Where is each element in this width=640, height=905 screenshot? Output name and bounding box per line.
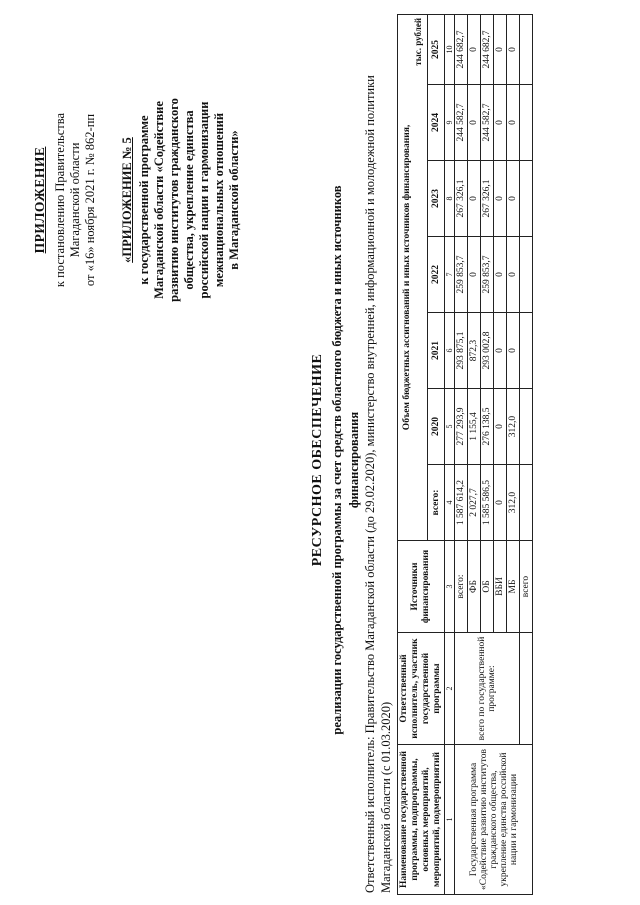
value-cell: 0 xyxy=(494,465,507,541)
value-cell: 0 xyxy=(494,237,507,313)
appendix-line: к постановлению Правительства xyxy=(53,112,67,288)
resource-table xyxy=(397,14,533,895)
empty-cell xyxy=(520,161,533,237)
value-cell: 0 xyxy=(468,237,481,313)
value-cell: 0 xyxy=(494,313,507,389)
appendix5-line: в Магаданской области» xyxy=(227,130,241,270)
value-cell: 312,0 xyxy=(507,389,520,465)
appendix5-line: к государственной программе xyxy=(137,115,151,285)
col-number: 9 xyxy=(445,85,455,161)
header-year: 2025 xyxy=(428,14,445,84)
appendix-line: от «16» ноября 2021 г. № 862-пп xyxy=(83,113,97,287)
col-number: 1 xyxy=(445,745,455,895)
value-cell: 312,0 xyxy=(507,465,520,541)
header-name: Наименование государственной программы, подпрограммы, основных мероприятий, мероприятий, подмероприятий xyxy=(398,745,445,895)
program-name: Государственная программа «Содействие развитию институтов гражданского общества, укрепление единства российской нации и гармонизации xyxy=(455,745,533,895)
value-cell: 259 853,7 xyxy=(481,237,494,313)
value-cell: 0 xyxy=(507,237,520,313)
responsible-executor: Ответственный исполнитель: Правительство Магаданской области (до 29.02.2020), министерство внутренней, информационной и молодежной политики Магаданской области (с 01.03.2020) xyxy=(363,75,393,893)
value-cell: 244 682,7 xyxy=(455,14,468,84)
value-cell: 244 582,7 xyxy=(455,85,468,161)
col-number: 6 xyxy=(445,313,455,389)
header-total: всего: xyxy=(428,465,445,541)
header-year: 2021 xyxy=(428,313,445,389)
value-cell: 244 582,7 xyxy=(481,85,494,161)
column-numbers-row xyxy=(445,14,455,894)
value-cell: 1 585 586,5 xyxy=(481,465,494,541)
value-cell: 872,3 xyxy=(468,313,481,389)
value-cell: 0 xyxy=(494,14,507,84)
appendix-block xyxy=(32,35,98,365)
source-cell: всего xyxy=(520,541,533,633)
header-executor: Ответственный исполнитель, участник государственной программы xyxy=(398,633,445,745)
source-cell: ФБ xyxy=(468,541,481,633)
appendix-line: Магаданской области xyxy=(68,142,82,258)
title-main: РЕСУРСНОЕ ОБЕСПЕЧЕНИЕ xyxy=(310,353,325,567)
source-cell: ОБ xyxy=(481,541,494,633)
col-number: 2 xyxy=(445,633,455,745)
col-number: 5 xyxy=(445,389,455,465)
header-year: 2024 xyxy=(428,85,445,161)
header-unit: тыс. рублей xyxy=(412,17,423,66)
value-cell: 267 326,1 xyxy=(455,161,468,237)
empty-cell xyxy=(520,633,533,745)
empty-cell xyxy=(520,389,533,465)
appendix5-line: Магаданской области «Содействие xyxy=(152,101,166,299)
empty-cell xyxy=(520,465,533,541)
header-volume-label: Объем бюджетных ассигнований и иных источников финансирования, xyxy=(401,124,412,431)
source-cell: всего: xyxy=(455,541,468,633)
value-cell: 1 587 614,2 xyxy=(455,465,468,541)
col-number: 4 xyxy=(445,465,455,541)
appendix5-line: развитию институтов гражданского xyxy=(167,98,181,302)
appendix5-block xyxy=(120,35,242,365)
appendix-heading: ПРИЛОЖЕНИЕ xyxy=(32,146,47,254)
table-row xyxy=(455,14,468,894)
appendix5-line: межнациональных отношений xyxy=(212,112,226,288)
source-cell: ВБИ xyxy=(494,541,507,633)
col-number: 3 xyxy=(445,541,455,633)
value-cell: 0 xyxy=(494,389,507,465)
value-cell: 0 xyxy=(468,161,481,237)
value-cell: 0 xyxy=(468,85,481,161)
value-cell: 1 155,4 xyxy=(468,389,481,465)
value-cell: 0 xyxy=(494,161,507,237)
value-cell: 0 xyxy=(507,313,520,389)
appendix5-line: общества, укрепление единства xyxy=(182,110,196,290)
value-cell: 0 xyxy=(507,14,520,84)
empty-cell xyxy=(520,14,533,84)
value-cell: 0 xyxy=(468,14,481,84)
program-executor: всего по государственной программе: xyxy=(455,633,520,745)
empty-cell xyxy=(520,237,533,313)
source-cell: МБ xyxy=(507,541,520,633)
header-year: 2023 xyxy=(428,161,445,237)
col-number: 8 xyxy=(445,161,455,237)
header-source: Источники финансирования xyxy=(398,541,445,633)
document-title xyxy=(310,35,362,885)
value-cell: 2 027,7 xyxy=(468,465,481,541)
empty-cell xyxy=(520,313,533,389)
value-cell: 293 002,8 xyxy=(481,313,494,389)
value-cell: 259 853,7 xyxy=(455,237,468,313)
empty-cell xyxy=(520,85,533,161)
col-number: 10 xyxy=(445,14,455,84)
header-year: 2020 xyxy=(428,389,445,465)
title-sub: реализации государственной программы за счет средств областного бюджета и иных источников xyxy=(330,185,344,735)
appendix5-heading: «ПРИЛОЖЕНИЕ № 5 xyxy=(120,137,134,263)
value-cell: 0 xyxy=(507,161,520,237)
value-cell: 277 293,9 xyxy=(455,389,468,465)
header-year: 2022 xyxy=(428,237,445,313)
appendix5-line: российской нации и гармонизации xyxy=(197,101,211,299)
value-cell: 293 875,1 xyxy=(455,313,468,389)
header-volume-group xyxy=(398,14,428,540)
value-cell: 244 682,7 xyxy=(481,14,494,84)
value-cell: 267 326,1 xyxy=(481,161,494,237)
value-cell: 0 xyxy=(494,85,507,161)
col-number: 7 xyxy=(445,237,455,313)
title-sub: финансирования xyxy=(347,411,361,509)
value-cell: 276 138,5 xyxy=(481,389,494,465)
value-cell: 0 xyxy=(507,85,520,161)
